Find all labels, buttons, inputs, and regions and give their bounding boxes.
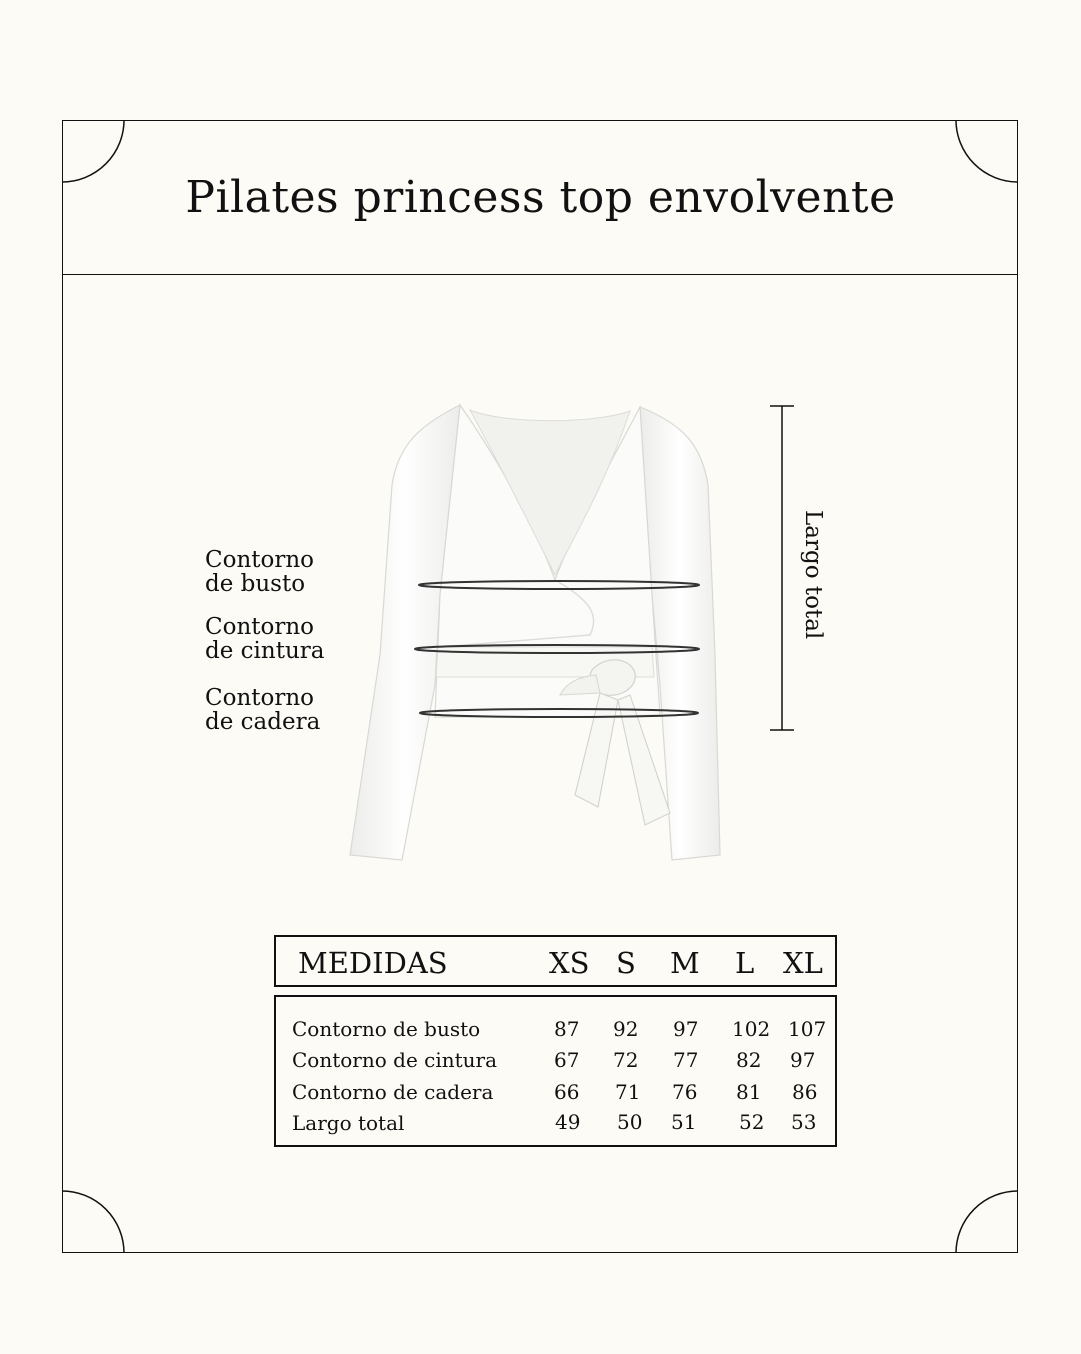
size-table-header xyxy=(274,935,837,987)
row-label: Contorno de cintura xyxy=(292,1048,498,1072)
page-title: Pilates princess top envolvente xyxy=(185,172,896,223)
table-cell: 51 xyxy=(671,1110,697,1134)
corner-ornament-bottom-left xyxy=(62,1189,126,1253)
length-label: Largo total xyxy=(800,510,826,640)
size-xl: XL xyxy=(783,946,823,980)
table-cell: 50 xyxy=(617,1110,643,1134)
label-contorno-cadera: Contorno de cadera xyxy=(205,685,321,735)
header-divider xyxy=(63,274,1017,275)
table-cell: 72 xyxy=(613,1048,639,1072)
table-cell: 87 xyxy=(554,1017,580,1041)
table-cell: 76 xyxy=(672,1080,698,1104)
label-contorno-busto: Contorno de busto xyxy=(205,547,315,597)
size-l: L xyxy=(735,946,755,980)
table-cell: 53 xyxy=(791,1110,817,1134)
table-cell: 49 xyxy=(555,1110,581,1134)
table-cell: 66 xyxy=(554,1080,580,1104)
table-cell: 77 xyxy=(673,1048,699,1072)
table-cell: 102 xyxy=(732,1017,771,1041)
table-cell: 92 xyxy=(613,1017,639,1041)
table-cell: 71 xyxy=(615,1080,641,1104)
table-cell: 67 xyxy=(554,1048,580,1072)
header-label: MEDIDAS xyxy=(298,946,448,980)
table-cell: 81 xyxy=(736,1080,762,1104)
row-label: Largo total xyxy=(292,1111,405,1135)
size-m: M xyxy=(670,946,700,980)
table-cell: 82 xyxy=(736,1048,762,1072)
table-cell: 97 xyxy=(673,1017,699,1041)
garment-illustration xyxy=(300,355,850,905)
label-contorno-cintura: Contorno de cintura xyxy=(205,614,325,664)
table-cell: 52 xyxy=(739,1110,765,1134)
size-xs: XS xyxy=(549,946,590,980)
size-table-body xyxy=(274,995,837,1147)
table-cell: 97 xyxy=(790,1048,816,1072)
corner-ornament-bottom-right xyxy=(954,1189,1018,1253)
row-label: Contorno de cadera xyxy=(292,1080,494,1104)
length-indicator-line xyxy=(769,405,795,731)
table-cell: 107 xyxy=(788,1017,827,1041)
size-s: S xyxy=(616,946,636,980)
row-label: Contorno de busto xyxy=(292,1017,481,1041)
table-cell: 86 xyxy=(792,1080,818,1104)
